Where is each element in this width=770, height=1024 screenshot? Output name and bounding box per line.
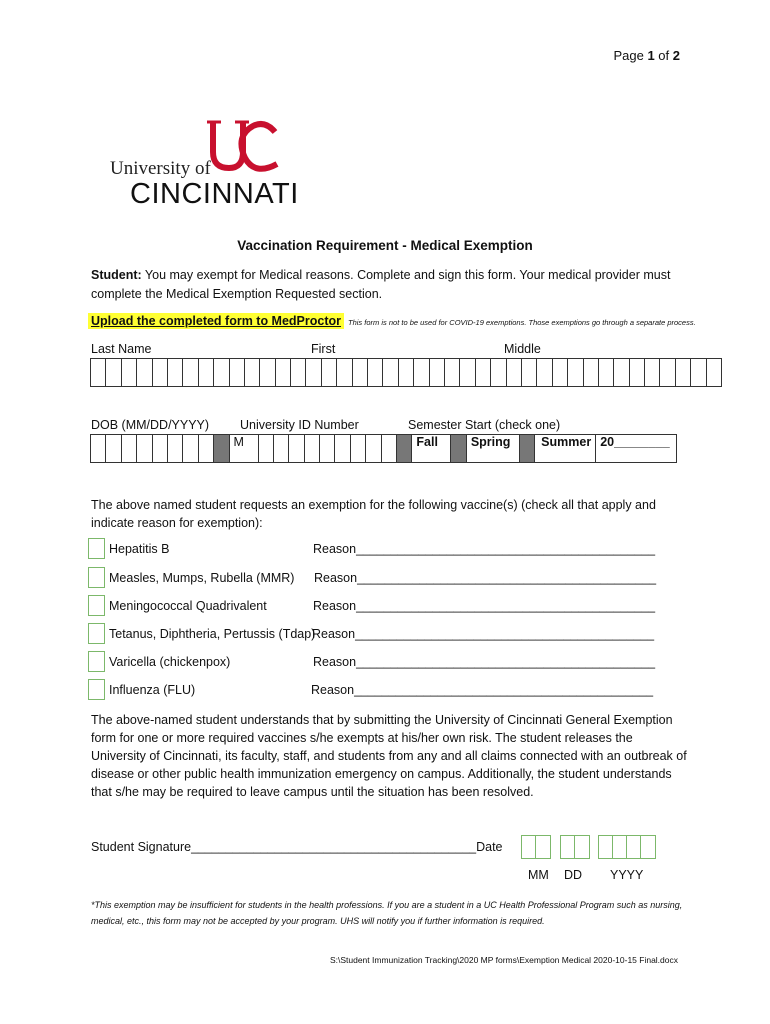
logo-line2: CINCINNATI [130,178,299,210]
yyyy-label: YYYY [610,868,644,882]
reason-field[interactable]: Reason___________________________________________ [311,683,654,697]
name-cell[interactable] [475,359,490,387]
name-cell[interactable] [214,359,229,387]
name-cell[interactable] [368,359,383,387]
first-name-label: First [311,342,336,356]
name-cell[interactable] [167,359,182,387]
vaccine-checkbox[interactable] [88,567,105,588]
name-cell[interactable] [460,359,475,387]
spring-option[interactable]: Spring [466,435,519,463]
vaccine-checkbox[interactable] [88,651,105,672]
university-id-label: University ID Number [240,418,359,432]
name-cell[interactable] [244,359,259,387]
vaccine-name: Measles, Mumps, Rubella (MMR) [109,571,295,585]
name-cell[interactable] [521,359,536,387]
name-cell[interactable] [106,359,121,387]
signature-line[interactable]: Student Signature_________________________________________Date [91,840,503,854]
name-cell[interactable] [583,359,598,387]
footnote: *This exemption may be insufficient for students in the health professions. If you are a student in a UC Health Professional Program such as nursing, medical, etc., this form may not be accepted by your program. UHS will notify you if further information is required. [91,900,683,926]
year-field[interactable]: 20________ [596,435,677,463]
intro-text: Student: You may exempt for Medical reasons. Complete and sign this form. Your medical provider must complete the Medical Exemption Requested section. [91,268,671,301]
name-cell[interactable] [260,359,275,387]
name-cell[interactable] [645,359,660,387]
upload-instruction [88,312,696,330]
request-text: The above named student requests an exemption for the following vaccine(s) (check all that apply and indicate reason for exemption): [91,498,656,530]
reason-field[interactable]: Reason___________________________________________ [312,627,655,641]
name-cell[interactable] [706,359,721,387]
vaccine-name: Hepatitis B [109,542,170,556]
form-title: Vaccination Requirement - Medical Exemption [237,238,533,253]
file-path: S:\Student Immunization Tracking\2020 MP forms\Exemption Medical 2020-10-15 Final.docx [329,955,678,965]
name-cell[interactable] [352,359,367,387]
page-number: Page 1 of 2 [613,48,680,63]
covid-note: This form is not to be used for COVID-19 exemptions. Those exemptions go through a separate process. [348,318,696,327]
name-cell[interactable] [506,359,521,387]
date-dd-box[interactable] [560,835,590,859]
name-cell[interactable] [275,359,290,387]
vaccine-checkbox[interactable] [88,538,105,559]
name-cell[interactable] [291,359,306,387]
uc-mark-icon [205,118,285,178]
name-cell[interactable] [337,359,352,387]
name-cell[interactable] [321,359,336,387]
mm-label: MM [528,868,549,882]
name-cell[interactable] [568,359,583,387]
id-grid[interactable] [90,434,677,463]
release-text: The above-named student understands that by submitting the University of Cincinnati General Exemption form for one or more required vaccines s/he exempts at his/her own risk. The student releases the University of Cincinnati, its faculty, staff, and students from any and all claims connected with an outbreak of disease or other public health immunization emergency on campus. Additionally, the student understands that s/he may be required to leave campus until the situation has been resolved. [91,713,687,799]
logo-line1: University of [110,158,211,179]
name-cell[interactable] [675,359,690,387]
vaccine-name: Varicella (chickenpox) [109,655,231,669]
vaccine-checkbox[interactable] [88,679,105,700]
name-cell[interactable] [152,359,167,387]
reason-field[interactable]: Reason___________________________________________ [314,571,657,585]
university-logo [110,118,310,208]
name-cell[interactable] [383,359,398,387]
reason-field[interactable]: Reason___________________________________________ [313,542,656,556]
summer-option[interactable]: Summer [535,435,596,463]
name-cell[interactable] [137,359,152,387]
name-cell[interactable] [598,359,613,387]
vaccine-checkbox[interactable] [88,623,105,644]
name-cell[interactable] [306,359,321,387]
vaccine-name: Tetanus, Diphtheria, Pertussis (Tdap) [109,627,316,641]
reason-field[interactable]: Reason___________________________________________ [313,655,656,669]
name-cell[interactable] [629,359,644,387]
name-cell[interactable] [537,359,552,387]
fall-option[interactable]: Fall [412,435,451,463]
last-name-label: Last Name [91,342,152,356]
middle-name-label: Middle [504,342,541,356]
vaccine-name: Influenza (FLU) [109,683,196,697]
dd-label: DD [564,868,583,882]
vaccine-checkbox[interactable] [88,595,105,616]
name-cell[interactable] [183,359,198,387]
semester-label: Semester Start (check one) [408,418,561,432]
name-cell[interactable] [229,359,244,387]
name-cell[interactable] [614,359,629,387]
name-cell[interactable] [444,359,459,387]
name-cell[interactable] [660,359,675,387]
name-cell[interactable] [198,359,213,387]
upload-link[interactable]: Upload the completed form to MedProctor [88,313,344,329]
date-yyyy-box[interactable] [598,835,656,859]
date-mm-box[interactable] [521,835,551,859]
name-cell[interactable] [691,359,706,387]
name-cell[interactable] [552,359,567,387]
dob-label: DOB (MM/DD/YYYY) [91,418,210,432]
name-grid[interactable] [90,358,722,387]
name-cell[interactable] [414,359,429,387]
name-cell[interactable] [398,359,413,387]
name-cell[interactable] [429,359,444,387]
vaccine-name: Meningococcal Quadrivalent [109,599,267,613]
m-prefix: M [229,435,258,463]
name-cell[interactable] [121,359,136,387]
reason-field[interactable]: Reason___________________________________________ [313,599,656,613]
name-cell[interactable] [491,359,506,387]
name-cell[interactable] [91,359,106,387]
